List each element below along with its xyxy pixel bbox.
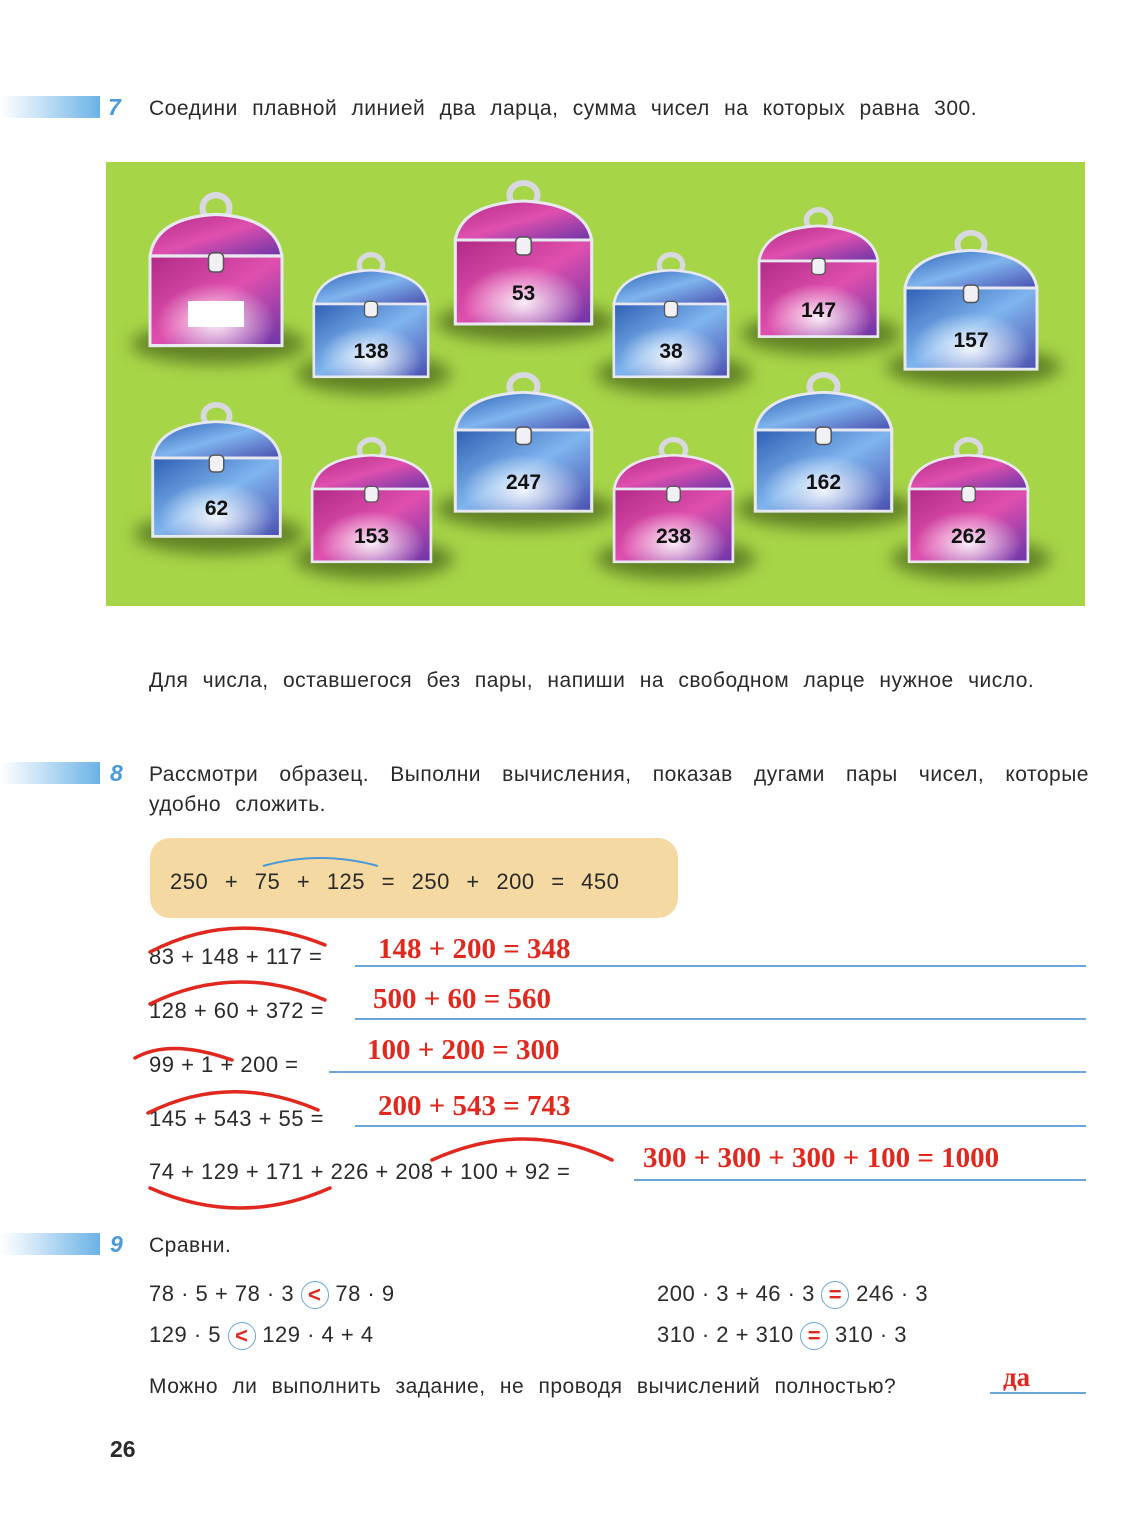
chest-238[interactable]	[606, 437, 741, 567]
chest-157[interactable]	[896, 230, 1046, 375]
chest-icon	[896, 230, 1046, 375]
comparison-3	[657, 1281, 928, 1309]
chest-value: 38	[659, 340, 683, 364]
handwritten-answer-5: 300 + 300 + 300 + 100 = 1000	[643, 1142, 1000, 1174]
chest-138[interactable]	[306, 252, 436, 382]
chest-value: 53	[511, 282, 536, 305]
comparison-1-left: 78 · 5 + 78 · 3	[149, 1281, 295, 1306]
task-8-expression-3: 99 + 1 + 200 =	[149, 1052, 299, 1077]
task-8-expression-2: 128 + 60 + 372 =	[149, 998, 324, 1023]
task-8-text: Рассмотри образец. Выполни вычисления, показав дугами пары чисел, которые удобно сложить.	[149, 763, 1089, 816]
comparison-2-sign[interactable]: <	[228, 1322, 256, 1350]
comparison-2	[149, 1322, 374, 1350]
comparison-3-left: 200 · 3 + 46 · 3	[657, 1281, 815, 1306]
page-number: 26	[110, 1436, 136, 1462]
empty-chest-slot[interactable]	[188, 301, 244, 327]
task-9-question: Можно ли выполнить задание, не проводя вычислений полностью?	[149, 1375, 897, 1398]
answer-line-3[interactable]	[329, 1071, 1086, 1073]
comparison-1	[149, 1281, 395, 1309]
chest-38[interactable]	[606, 252, 736, 382]
comparison-1-right: 78 · 9	[335, 1281, 395, 1306]
answer-line-5[interactable]	[634, 1179, 1086, 1181]
task-7-note: Для числа, оставшегося без пары, напиши на свободном ларце нужное число.	[149, 669, 1035, 692]
chest-empty[interactable]	[141, 192, 291, 352]
chest-value: 157	[953, 328, 989, 352]
chest-62[interactable]	[144, 402, 289, 542]
chest-value: 147	[800, 298, 837, 322]
chest-value: 153	[353, 525, 390, 549]
comparison-4	[657, 1322, 907, 1350]
task-9-text: Сравни.	[149, 1234, 232, 1257]
chest-icon	[446, 372, 601, 517]
task-7-number: 7	[108, 94, 121, 120]
comparison-4-right: 310 · 3	[835, 1322, 908, 1347]
chest-value: 62	[204, 497, 229, 521]
handwritten-answer-4: 200 + 543 = 743	[378, 1090, 571, 1122]
comparison-2-left: 129 · 5	[149, 1322, 221, 1347]
handwritten-answer-2: 500 + 60 = 560	[373, 983, 552, 1015]
comparison-4-sign[interactable]: =	[800, 1322, 828, 1350]
comparison-2-right: 129 · 4 + 4	[262, 1322, 374, 1347]
chest-value: 238	[655, 525, 692, 549]
chest-262[interactable]	[901, 437, 1036, 567]
chest-value: 138	[353, 340, 389, 364]
task-9-marker-bar	[0, 1233, 100, 1255]
task-8-expression-1: 83 + 148 + 117 =	[149, 944, 323, 969]
task-9-number: 9	[110, 1231, 123, 1257]
answer-line-2[interactable]	[355, 1018, 1086, 1020]
handwritten-answer-3: 100 + 200 = 300	[367, 1034, 560, 1066]
task-8-marker-bar	[0, 762, 100, 784]
chest-value: 262	[950, 525, 987, 549]
task-7-marker-bar	[0, 96, 100, 118]
task-8-expression-4: 145 + 543 + 55 =	[149, 1106, 324, 1131]
chest-icon	[446, 180, 601, 330]
chest-153[interactable]	[304, 437, 439, 567]
chest-value: 162	[805, 470, 842, 494]
chest-value: 247	[505, 470, 542, 494]
comparison-1-sign[interactable]: <	[301, 1281, 329, 1309]
task-7-text: Соедини плавной линией два ларца, сумма чисел на которых равна 300.	[149, 97, 978, 120]
chest-value	[141, 301, 291, 333]
task-8-expression-5: 74 + 129 + 171 + 226 + 208 + 100 + 92 =	[149, 1159, 571, 1184]
task-8-number: 8	[110, 760, 123, 786]
chest-icon	[746, 372, 901, 517]
chest-247[interactable]	[446, 372, 601, 517]
sample-box	[150, 838, 678, 918]
sample-expression: 250 + 75 + 125 = 250 + 200 = 450	[170, 869, 620, 894]
arc-row-5-a	[150, 1188, 330, 1208]
chest-162[interactable]	[746, 372, 901, 517]
comparison-4-left: 310 · 2 + 310	[657, 1322, 794, 1347]
handwritten-answer-question: да	[1003, 1362, 1031, 1392]
answer-line-4[interactable]	[355, 1125, 1086, 1127]
chest-147[interactable]	[751, 207, 886, 342]
chest-53[interactable]	[446, 180, 601, 330]
arc-row-5-b	[432, 1139, 612, 1160]
comparison-3-right: 246 · 3	[856, 1281, 929, 1306]
chests-picture	[106, 162, 1085, 606]
handwritten-answer-1: 148 + 200 = 348	[378, 933, 571, 965]
comparison-3-sign[interactable]: =	[821, 1281, 849, 1309]
